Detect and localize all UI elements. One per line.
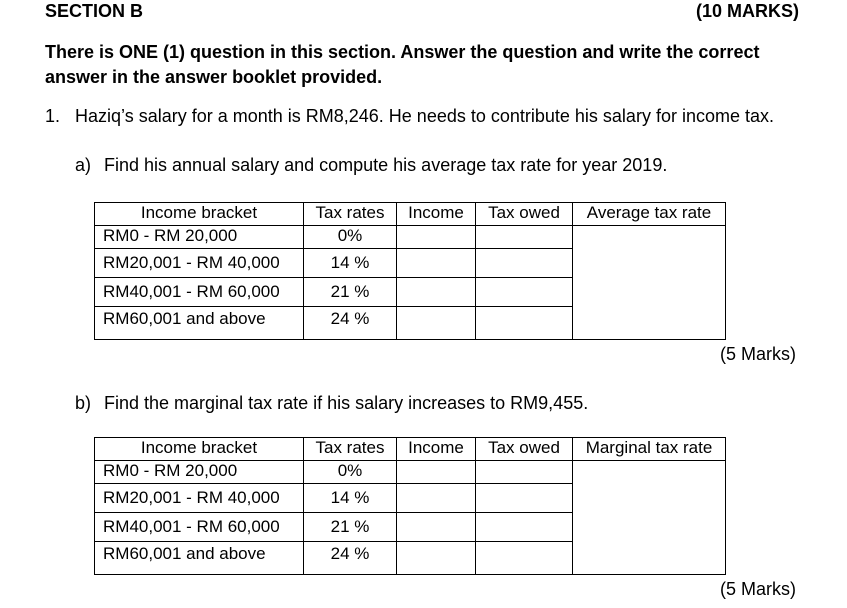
tax-owed-cell xyxy=(476,249,573,278)
income-cell xyxy=(397,484,476,513)
rate-cell: 21 % xyxy=(304,278,397,307)
header-income-bracket: Income bracket xyxy=(95,438,304,461)
part-b-label: b) xyxy=(75,393,92,413)
rate-cell: 0% xyxy=(304,226,397,249)
header-tax-owed: Tax owed xyxy=(476,203,573,226)
bracket-cell: RM20,001 - RM 40,000 xyxy=(95,484,304,513)
income-cell xyxy=(397,461,476,484)
table-row xyxy=(95,461,726,484)
section-instruction: There is ONE (1) question in this section. Answer the question and write the correct answer in the answer booklet provided. xyxy=(45,42,760,87)
rate-cell: 24 % xyxy=(304,542,397,575)
tax-owed-cell xyxy=(476,484,573,513)
income-cell xyxy=(397,249,476,278)
question-number: 1. xyxy=(45,106,61,126)
average-tax-rate-cell xyxy=(573,226,726,340)
income-cell xyxy=(397,542,476,575)
section-title: SECTION B xyxy=(45,1,144,21)
question-text: Haziq’s salary for a month is RM8,246. He needs to contribute his salary for income tax. xyxy=(75,106,774,126)
income-cell xyxy=(397,278,476,307)
header-income: Income xyxy=(397,203,476,226)
bracket-cell: RM40,001 - RM 60,000 xyxy=(95,278,304,307)
header-tax-rates: Tax rates xyxy=(304,438,397,461)
rate-cell: 24 % xyxy=(304,307,397,340)
marginal-tax-table xyxy=(94,437,726,575)
bracket-cell: RM20,001 - RM 40,000 xyxy=(95,249,304,278)
tax-owed-cell xyxy=(476,513,573,542)
part-b-marks: (5 Marks) xyxy=(720,579,796,599)
bracket-cell: RM60,001 and above xyxy=(95,307,304,340)
part-a-text: Find his annual salary and compute his average tax rate for year 2019. xyxy=(104,155,668,175)
income-cell xyxy=(397,307,476,340)
bracket-cell: RM0 - RM 20,000 xyxy=(95,461,304,484)
average-tax-table xyxy=(94,202,726,340)
header-marginal-tax-rate: Marginal tax rate xyxy=(573,438,726,461)
tax-owed-cell xyxy=(476,461,573,484)
header-average-tax-rate: Average tax rate xyxy=(573,203,726,226)
header-tax-owed: Tax owed xyxy=(476,438,573,461)
part-b-text: Find the marginal tax rate if his salary increases to RM9,455. xyxy=(104,393,589,413)
tax-owed-cell xyxy=(476,226,573,249)
part-a-label: a) xyxy=(75,155,92,175)
tax-owed-cell xyxy=(476,278,573,307)
part-a-marks: (5 Marks) xyxy=(720,344,796,364)
income-cell xyxy=(397,226,476,249)
tax-owed-cell xyxy=(476,307,573,340)
table-header-row xyxy=(95,438,726,461)
bracket-cell: RM40,001 - RM 60,000 xyxy=(95,513,304,542)
header-income-bracket: Income bracket xyxy=(95,203,304,226)
rate-cell: 21 % xyxy=(304,513,397,542)
header-tax-rates: Tax rates xyxy=(304,203,397,226)
header-income: Income xyxy=(397,438,476,461)
tax-owed-cell xyxy=(476,542,573,575)
marginal-tax-rate-cell xyxy=(573,461,726,575)
rate-cell: 14 % xyxy=(304,484,397,513)
bracket-cell: RM0 - RM 20,000 xyxy=(95,226,304,249)
table-header-row xyxy=(95,203,726,226)
section-marks: (10 MARKS) xyxy=(695,1,799,21)
rate-cell: 0% xyxy=(304,461,397,484)
table-row xyxy=(95,226,726,249)
bracket-cell: RM60,001 and above xyxy=(95,542,304,575)
income-cell xyxy=(397,513,476,542)
rate-cell: 14 % xyxy=(304,249,397,278)
